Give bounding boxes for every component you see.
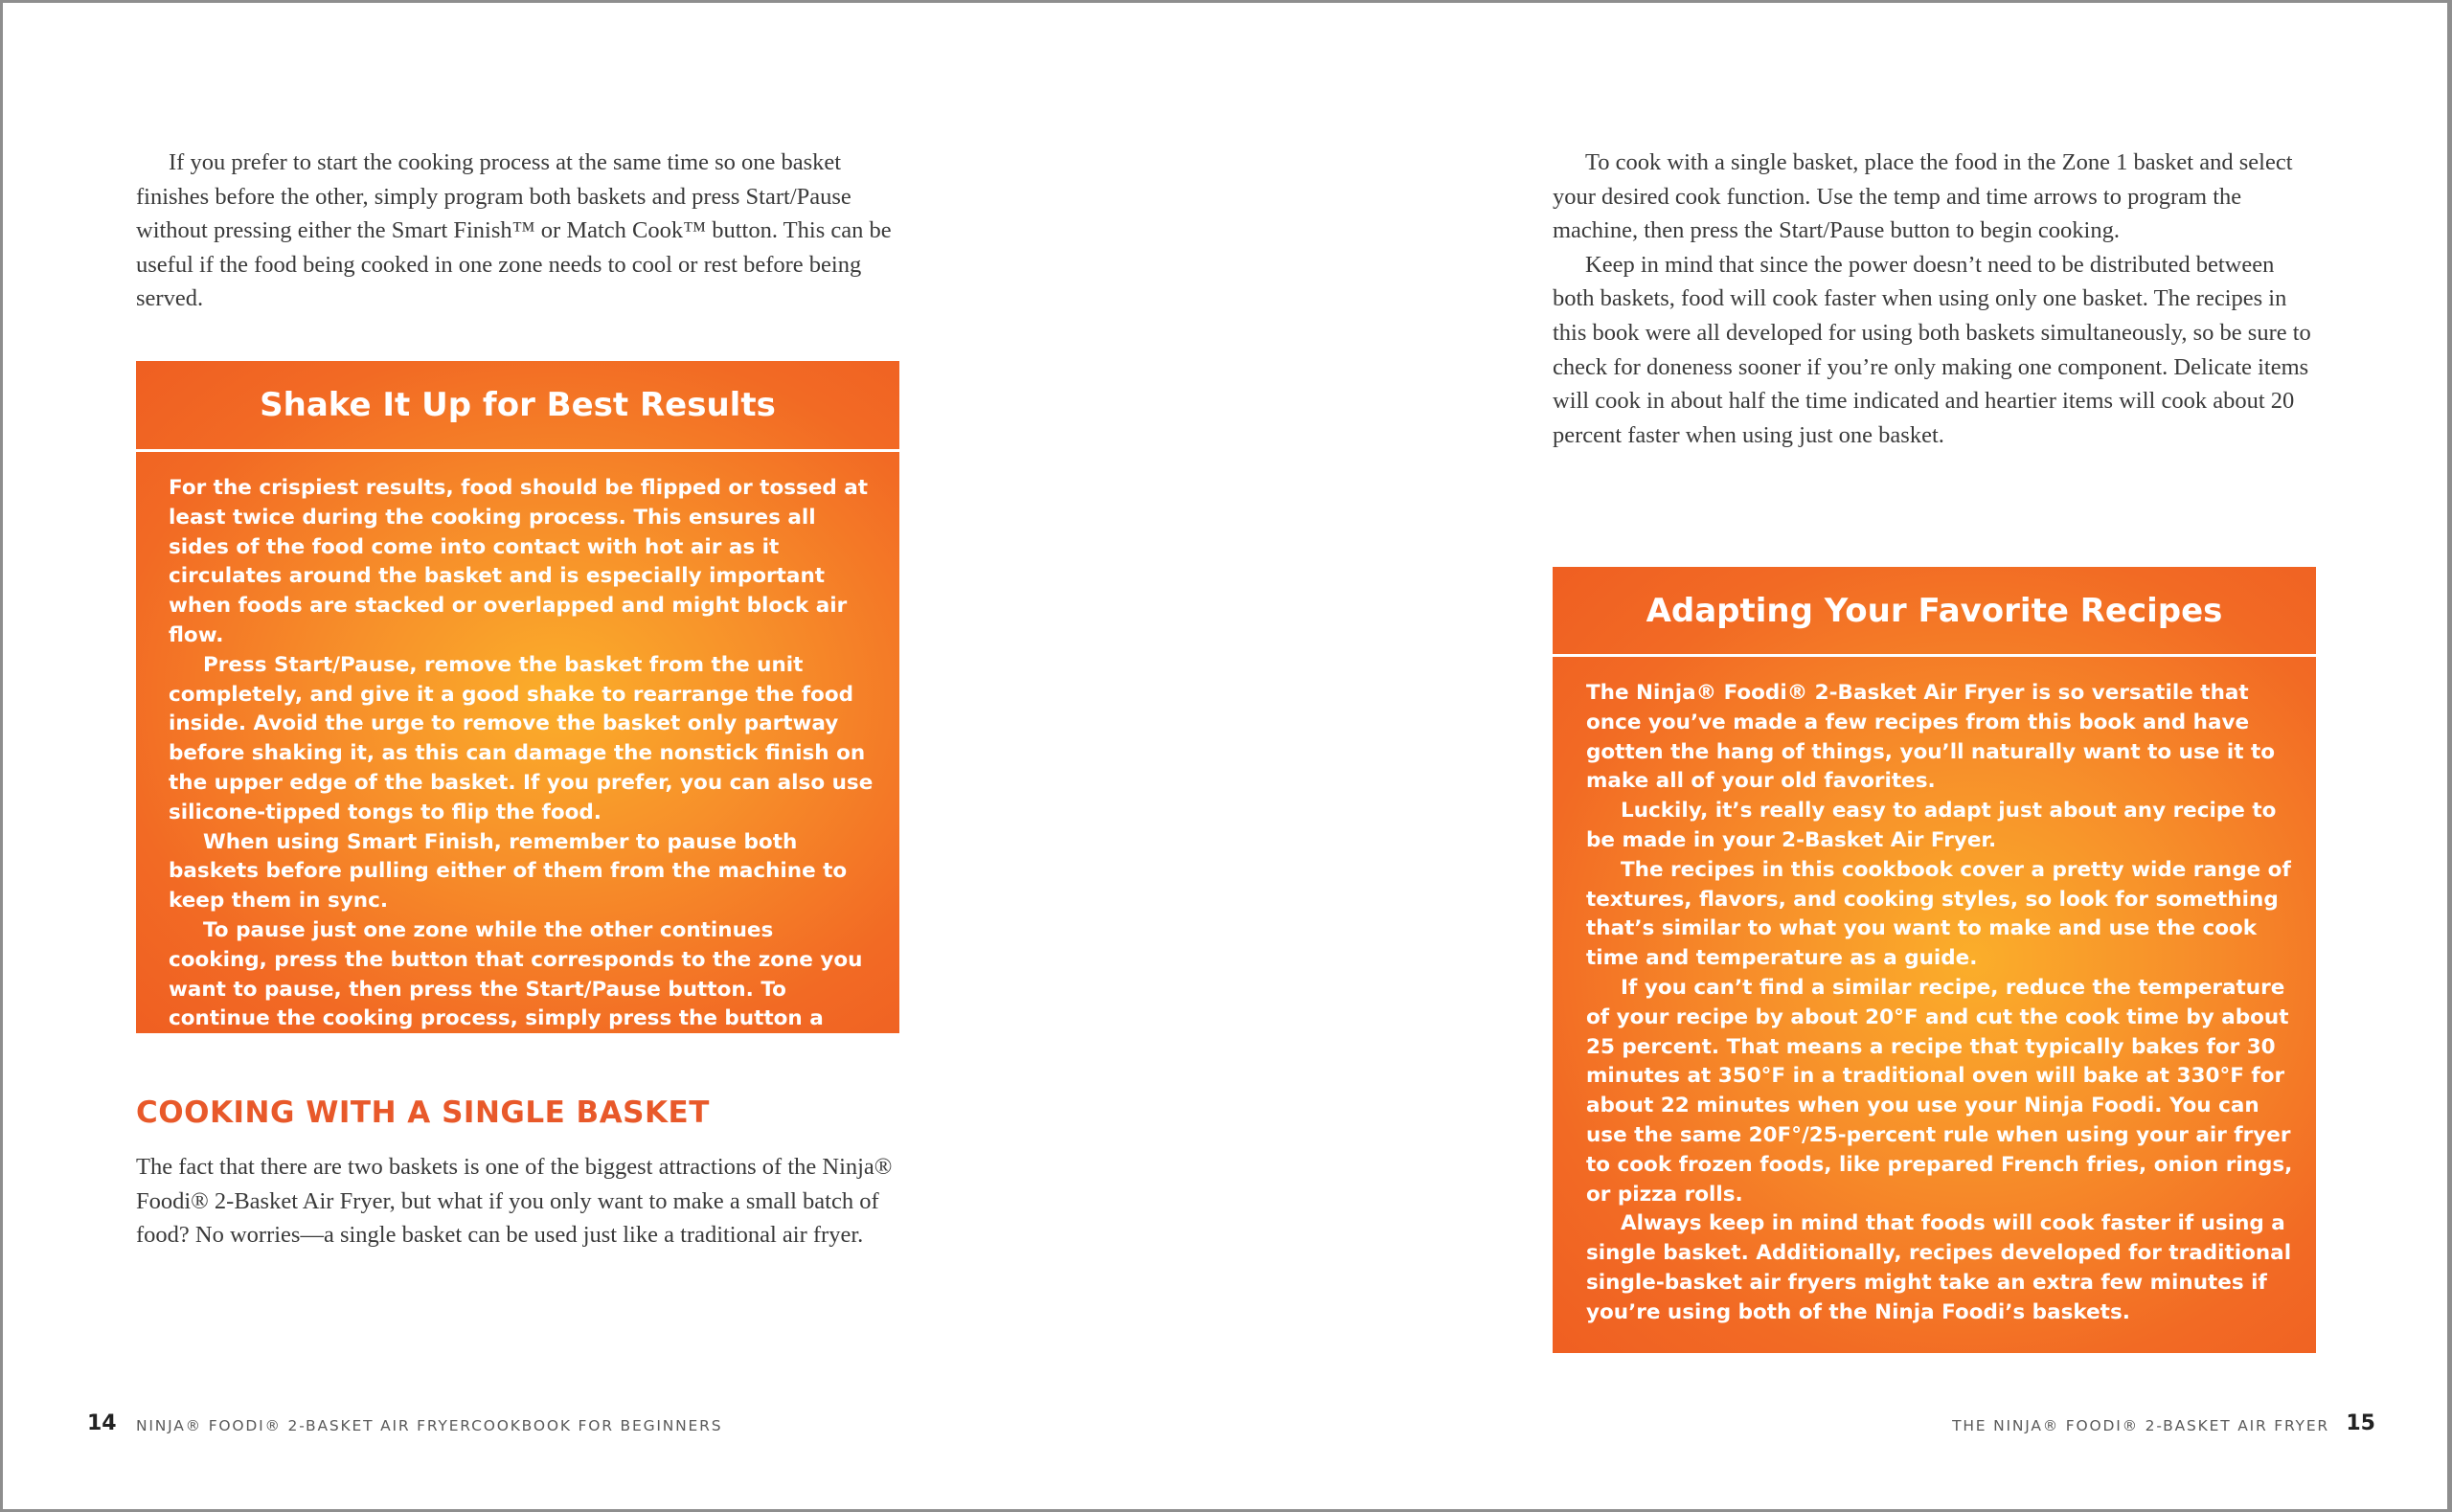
intro-paragraph: If you prefer to start the cooking process at the same time so one basket finishes before the other, simply program both baskets and press Start/Pause without pressing either the Smart Finish™ or Match Cook™ button. This can be useful if the food being cooked in one zone needs to cool or rest before being served. bbox=[136, 149, 892, 312]
book-spread bbox=[3, 3, 2447, 1509]
sidebar-body bbox=[1586, 679, 2295, 1328]
sidebar-title: Adapting Your Favorite Recipes bbox=[1553, 567, 2316, 657]
sidebar-title: Shake It Up for Best Results bbox=[136, 361, 899, 452]
body-paragraph: To cook with a single basket, place the food in the Zone 1 basket and select your desired cook function. Use the temp and time arrows to program the machine, then press the Start/Pause button to begin cooking. bbox=[1553, 149, 2293, 244]
sidebar-paragraph: For the crispiest results, food should be flipped or tossed at least twice during the cooking process. This ensures all sides of the food come into contact with hot air as it circulates around the basket and is especially important when foods are stacked or overlapped and might block air flow. bbox=[169, 476, 869, 647]
right-body-text bbox=[1553, 146, 2319, 452]
sidebar-paragraph: Press Start/Pause, remove the basket from the unit completely, and give it a good shake to rearrange the food inside. Avoid the urge to remove the basket only partway before shaking it, as this can damage the nonstick finish on the upper edge of the basket. If you prefer, you can also use silicone-tipped tongs to flip the food. bbox=[169, 652, 874, 824]
running-footer-left: NINJA® FOODI® 2-BASKET AIR FRYERCOOKBOOK FOR BEGINNERS bbox=[136, 1417, 723, 1434]
sidebar-paragraph: To pause just one zone while the other continues cooking, press the button that corresponds to the zone you want to pause, then press the Start/Pause button. To continue the cooking process, simply press the button a second time. bbox=[169, 917, 863, 1061]
sidebar-body bbox=[169, 474, 877, 1064]
sidebar-paragraph: Always keep in mind that foods will cook faster if using a single basket. Additionally, recipes developed for traditional single-basket air fryers might take an extra few minutes if you’re using both of the Ninja Foodi’s baskets. bbox=[1586, 1211, 2292, 1324]
page-number-right: 15 bbox=[2346, 1411, 2375, 1435]
section-heading: COOKING WITH A SINGLE BASKET bbox=[136, 1095, 710, 1130]
sidebar-paragraph: The recipes in this cookbook cover a pretty wide range of textures, flavors, and cooking styles, so look for something that’s similar to what you want to make and use the cook time and temperature as a guide. bbox=[1586, 857, 2291, 971]
sidebar-adapting-recipes bbox=[1553, 567, 2316, 1353]
sidebar-paragraph: Luckily, it’s really easy to adapt just about any recipe to be made in your 2-Basket Air Fryer. bbox=[1586, 799, 2277, 852]
page-number-left: 14 bbox=[87, 1411, 117, 1435]
sidebar-paragraph: If you can’t find a similar recipe, reduce the temperature of your recipe by about 20°F and cut the cook time by about 25 percent. That means a recipe that typically bakes for 30 minutes at 350°F in a traditional oven will bake at 330°F for about 22 minutes when you use your Ninja Foodi. You can use the same 20F°/25-percent rule when using your air fryer to cook frozen foods, like prepared French fries, onion rings, or pizza rolls. bbox=[1586, 975, 2293, 1207]
section-paragraph: The fact that there are two baskets is one of the biggest attractions of the Ninja® Foodi® 2-Basket Air Fryer, but what if you only want to make a small batch of food? No worries—a single basket can be used just like a traditional air fryer. bbox=[136, 1154, 893, 1249]
running-footer-right: THE NINJA® FOODI® 2-BASKET AIR FRYER bbox=[1952, 1417, 2329, 1434]
sidebar-paragraph: When using Smart Finish, remember to pause both baskets before pulling either of them from the machine to keep them in sync. bbox=[169, 829, 848, 914]
sidebar-shake-it-up bbox=[136, 361, 899, 1061]
body-paragraph: Keep in mind that since the power doesn’t need to be distributed between both baskets, food will cook faster when using only one basket. The recipes in this book were all developed for using both baskets simultaneously, so be sure to check for doneness sooner if you’re only making one component. Delicate items will cook in about half the time indicated and heartier items will cook about 20 percent faster when using just one basket. bbox=[1553, 251, 2311, 448]
sidebar-paragraph: The Ninja® Foodi® 2-Basket Air Fryer is so versatile that once you’ve made a few recipes from this book and have gotten the hang of things, you’ll naturally want to use it to make all of your old favorites. bbox=[1586, 681, 2276, 794]
